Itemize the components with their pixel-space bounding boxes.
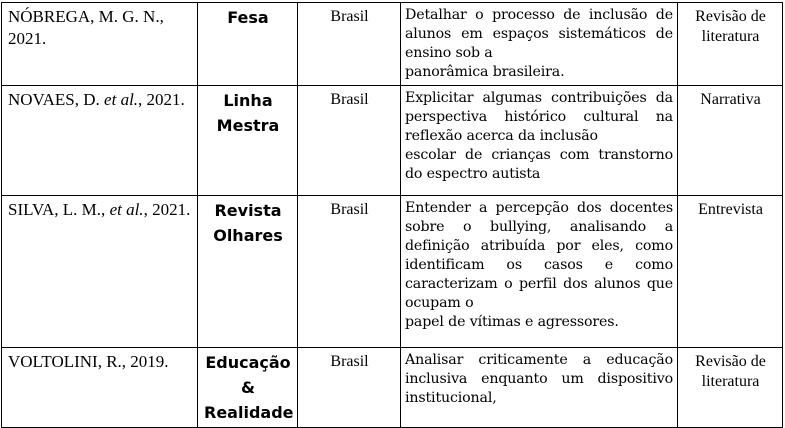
- country-cell: [298, 3, 401, 86]
- method-line: Narrativa: [700, 91, 761, 108]
- country-cell: [298, 196, 401, 348]
- method-line: literatura: [701, 373, 760, 390]
- journal-line: Realidade: [204, 403, 294, 422]
- table-row: [2, 3, 783, 86]
- objective-line: inclusiva enquanto um dispositivo: [405, 371, 673, 387]
- objective-line: alunos em espaços sistemáticos de: [405, 26, 673, 42]
- country-cell: [298, 348, 401, 428]
- author-cell: [2, 348, 198, 428]
- method-line: Revisão de: [695, 8, 766, 25]
- method-line: Revisão de: [695, 353, 766, 370]
- objective-line: escolar de crianças com transtorno: [405, 147, 673, 163]
- journal-line: Linha: [223, 91, 273, 110]
- table-row: [2, 348, 783, 428]
- objective-line: Entender a percepção dos docentes: [405, 200, 673, 216]
- country-text: Brasil: [330, 201, 369, 218]
- literature-table: [1, 2, 783, 428]
- author-text: VOLTOLINI, R., 2019.: [8, 352, 169, 371]
- journal-line: &: [241, 378, 255, 397]
- objective-line: do espectro autista: [405, 166, 541, 182]
- journal-line: Mestra: [216, 116, 280, 135]
- method-line: literatura: [701, 28, 760, 45]
- objective-line: caracterizam o perfil dos alunos que: [405, 276, 673, 292]
- country-text: Brasil: [330, 353, 369, 370]
- author-year: , 2021.: [143, 200, 191, 219]
- author-cell: [2, 196, 198, 348]
- objective-line: ensino sob a: [405, 45, 493, 61]
- objective-line: panorâmica brasileira.: [405, 64, 565, 80]
- method-cell: [678, 196, 783, 348]
- objective-line: papel de vítimas e agressores.: [405, 314, 619, 330]
- country-cell: [298, 86, 401, 196]
- objective-cell: [401, 3, 678, 86]
- objective-line: definição atribuída por eles, como: [405, 238, 673, 254]
- method-cell: [678, 3, 783, 86]
- objective-cell: [401, 196, 678, 348]
- objective-line: ocupam o: [405, 295, 474, 311]
- country-text: Brasil: [330, 8, 369, 25]
- table-row: [2, 196, 783, 348]
- country-text: Brasil: [330, 91, 369, 108]
- author-etal: et al.: [109, 200, 144, 219]
- method-cell: [678, 348, 783, 428]
- journal-cell: [198, 196, 298, 348]
- journal-cell: [198, 3, 298, 86]
- journal-cell: [198, 86, 298, 196]
- author-text: SILVA, L. M.,: [8, 200, 110, 219]
- method-line: Entrevista: [698, 201, 763, 218]
- objective-line: reflexão acerca da inclusão: [405, 128, 598, 144]
- objective-line: perspectiva histórico cultural na: [405, 109, 673, 125]
- journal-line: Educação: [205, 353, 291, 372]
- author-year: , 2021.: [138, 90, 185, 109]
- method-cell: [678, 86, 783, 196]
- journal-line: Revista: [214, 201, 282, 220]
- author-cell: [2, 86, 198, 196]
- author-cell: [2, 3, 198, 86]
- objective-line: institucional,: [405, 390, 497, 406]
- objective-line: identificam os casos e como: [405, 257, 673, 273]
- objective-cell: [401, 348, 678, 428]
- author-text: NOVAES, D.: [8, 90, 105, 109]
- author-etal: et al.: [104, 90, 139, 109]
- author-text: NÓBREGA, M. G. N., 2021.: [8, 7, 164, 48]
- journal-line: Olhares: [213, 226, 283, 245]
- journal-line: Fesa: [227, 8, 269, 27]
- objective-line: Detalhar o processo de inclusão de: [405, 7, 673, 23]
- objective-line: Analisar criticamente a educação: [405, 352, 673, 368]
- journal-cell: [198, 348, 298, 428]
- table-row: [2, 86, 783, 196]
- objective-line: Explicitar algumas contribuições da: [405, 90, 673, 106]
- objective-line: sobre o bullying, analisando a: [405, 219, 673, 235]
- objective-cell: [401, 86, 678, 196]
